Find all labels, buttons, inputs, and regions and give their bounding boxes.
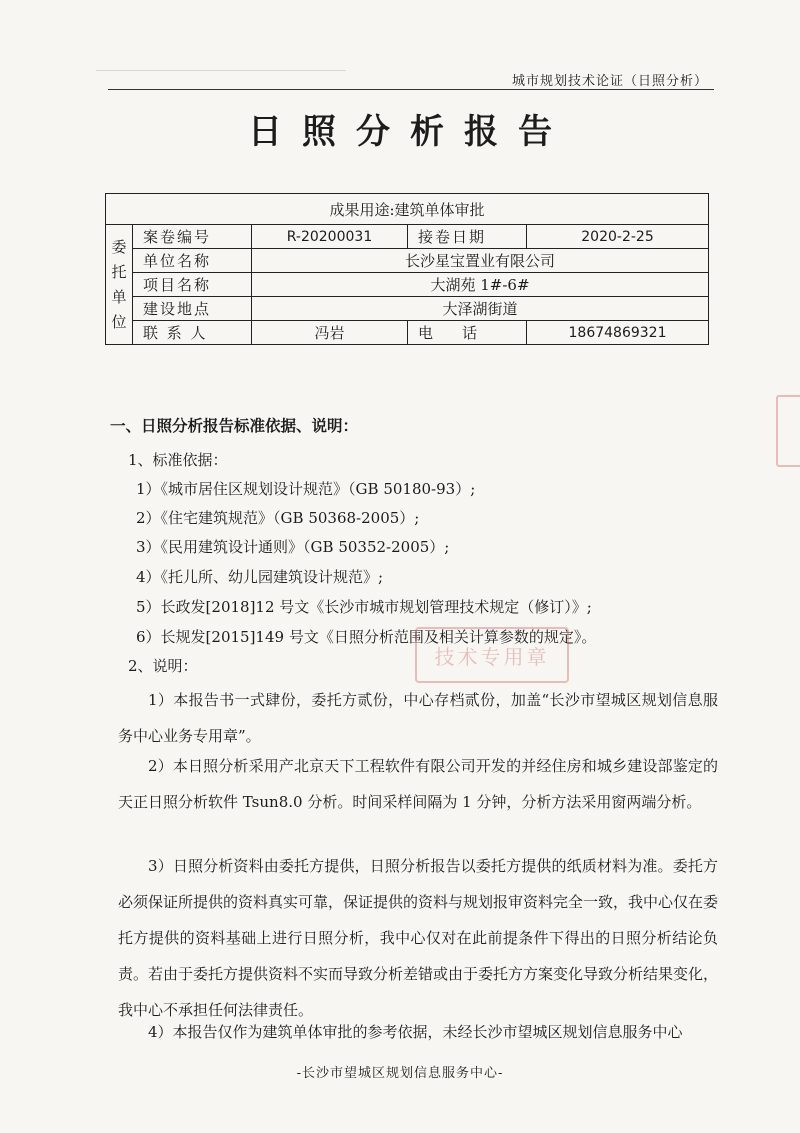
phone-label: 电 话 xyxy=(408,321,527,345)
note-paragraph: 4）本报告仅作为建筑单体审批的参考依据，未经长沙市望城区规划信息服务中心 xyxy=(148,1023,683,1041)
site-label: 建设地点 xyxy=(133,297,252,321)
basis-item: 1）《城市居住区规划设计规范》（GB 50180-93）; xyxy=(136,480,476,498)
receipt-date-value: 2020-2-25 xyxy=(527,225,709,249)
basis-item: 5）长政发[2018]12 号文《长沙市城市规划管理技术规定（修订）》; xyxy=(136,598,592,616)
unit-name-label: 单位名称 xyxy=(133,249,252,273)
notes-title: 2、说明： xyxy=(128,657,198,675)
contact-label: 联 系 人 xyxy=(133,321,252,345)
case-number-label: 案卷编号 xyxy=(133,225,252,249)
case-number-value: R-20200031 xyxy=(252,225,408,249)
section-heading: 一、日照分析报告标准依据、说明： xyxy=(110,416,359,435)
project-name-value: 大湖苑 1#-6# xyxy=(252,273,709,297)
contact-value: 冯岩 xyxy=(252,321,408,345)
basis-item: 2）《住宅建筑规范》（GB 50368-2005）; xyxy=(136,509,420,527)
basis-item: 4）《托儿所、幼儿园建筑设计规范》; xyxy=(136,568,384,586)
usage-cell: 成果用途:建筑单体审批 xyxy=(106,194,709,225)
seal-text: 技术专用章 xyxy=(434,644,550,669)
phone-value: 18674869321 xyxy=(527,321,709,345)
basis-item: 6）长规发[2015]149 号文《日照分析范围及相关计算参数的规定》。 xyxy=(136,628,597,646)
client-side-label xyxy=(106,225,133,345)
running-header: 城市规划技术论证（日照分析） xyxy=(511,74,708,89)
note-paragraph: 1）本报告书一式肆份，委托方贰份，中心存档贰份，加盖“长沙市望城区规划信息服务中心业务专用章”。 xyxy=(118,691,718,745)
basis-item: 3）《民用建筑设计通则》（GB 50352-2005）; xyxy=(136,538,450,556)
note-paragraph: 3）日照分析资料由委托方提供，日照分析报告以委托方提供的纸质材料为准。委托方必须保证所提供的资料真实可靠，保证提供的资料与规划报审资料完全一致，我中心仅在委托方提供的资料基础上进行日照分析，我中心仅对在此前提条件下得出的日照分析结论负责。若由于委托方提供资料不实而导致分析差错或由于委托方方案变化导致分析结果变化，我中心不承担任何法律责任。 xyxy=(118,857,719,1019)
scan-artifact-line xyxy=(96,70,346,71)
edge-seal-fragment xyxy=(776,395,800,467)
commission-info-table xyxy=(105,193,709,345)
page-title: 日照分析报告 xyxy=(248,112,572,152)
note-paragraph: 2）本日照分析采用产北京天下工程软件有限公司开发的并经住房和城乡建设部鉴定的天正日照分析软件 Tsun8.0 分析。时间采样间隔为 1 分钟，分析方法采用窗两端分析。 xyxy=(118,757,718,811)
project-name-label: 项目名称 xyxy=(133,273,252,297)
client-side-label-text: 委托单位 xyxy=(111,237,127,331)
receipt-date-label: 接卷日期 xyxy=(408,225,527,249)
basis-title: 1、标准依据： xyxy=(128,451,228,469)
official-seal xyxy=(415,627,569,683)
page-footer: -长沙市望城区规划信息服务中心- xyxy=(296,1066,504,1081)
header-rule xyxy=(108,89,714,90)
site-value: 大泽湖街道 xyxy=(252,297,709,321)
unit-name-value: 长沙星宝置业有限公司 xyxy=(252,249,709,273)
